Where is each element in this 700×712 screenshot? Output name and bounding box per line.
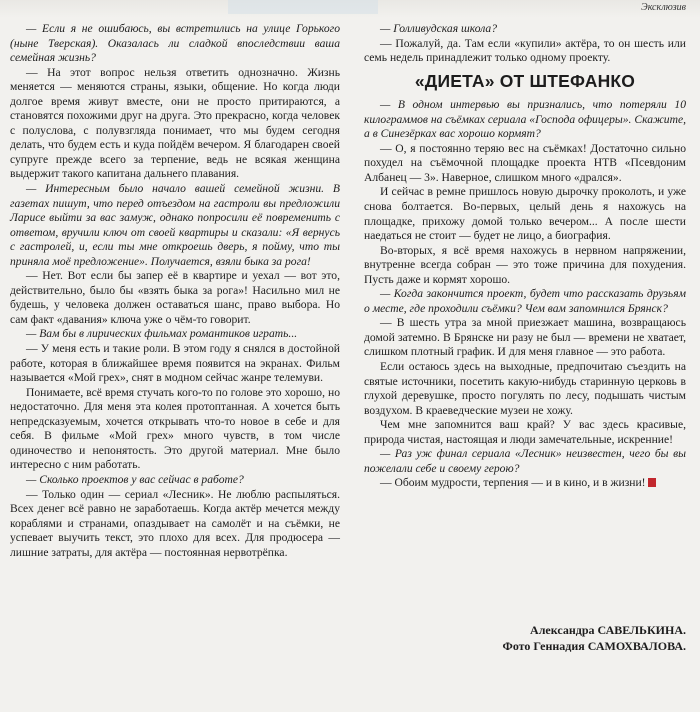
answer-paragraph: — На этот вопрос нельзя ответить однозначно. Жизнь меняется — меняются страны, языки, общение. Но когда люди долгое время живут вместе, они не просто притираются, а становятся похожими друг на друга. Это прекрасно, когда человек с полуслова, с полувзгляда понимает, что мы будем сегодня делать, что будем есть и куда пойдём вечером. Я благодарен своей супруге прежде всего за терпение, ведь не всякая женщина выдержит такого капитана дальнего плавания.: [10, 65, 340, 181]
body-paragraph: Во-вторых, я всё время нахожусь в нервном напряжении, внутренне всегда собран — это тоже причина для похудения. Пусть даже и кормят хорошо.: [364, 243, 686, 286]
question-paragraph: — Голливудская школа?: [380, 22, 498, 35]
answer-paragraph: — О, я постоянно теряю вес на съёмках! Достаточно сильно похудел на съёмочной площадке проекта НТВ «Псевдоним Албанец — 3». Наверное, слишком много «дрался».: [364, 141, 686, 184]
body-paragraph: Понимаете, всё время стучать кого-то по голове это хорошо, но недостаточно. Для меня эта колея протоптанная. А хочется быть непредсказуемым, хочется открывать что-то новое в себе и для себя. В фильме «Мой грех» много чувств, в том числе одиночество и непонятость. Это другой материал. Мне было интересно с ним работать.: [10, 385, 340, 472]
header-decoration: [228, 0, 378, 14]
end-of-article-mark-icon: [648, 478, 656, 487]
question-paragraph: — Раз уж финал сериала «Лесник» неизвестен, чего бы вы пожелали себе и своему герою?: [364, 447, 686, 475]
body-paragraph: И сейчас в ремне пришлось новую дырочку проколоть, и уже снова болтается. Во-первых, целый день я нахожусь на площадке, прихожу домой только вечером... А после шести наедаться не стоит — будет не лицо, а биография.: [364, 185, 686, 243]
answer-paragraph: — У меня есть и такие роли. В этом году я снялся в достойной работе, которая в ближайшее время появится на экранах. Фильм называется «Мой грех», снят в модном сейчас жанре телемуви.: [10, 342, 340, 385]
answer-paragraph: — Пожалуй, да. Там если «купили» актёра, то он шесть или семь недель принадлежит только одному проекту.: [364, 36, 686, 65]
answer-paragraph: — В шесть утра за мной приезжает машина, возвращаюсь домой затемно. В Брянске ни разу не был — времени не хватает, слишком плотный график. И для меня главное — это работа.: [364, 316, 686, 359]
question-paragraph: — Вам бы в лирических фильмах романтиков играть...: [26, 327, 298, 341]
question-paragraph: — В одном интервью вы признались, что потеряли 10 килограммов на съёмках сериала «Господа офицеры». Скажите, а в Синезёрках вас хорошо кормят?: [364, 98, 686, 141]
question-paragraph: — Сколько проектов у вас сейчас в работе?: [26, 472, 244, 486]
question-paragraph: — Когда закончится проект, будет что рассказать друзьям о месте, где проходили съёмки? Чем вам запомнился Брянск?: [364, 287, 686, 315]
final-answer-paragraph: [364, 476, 686, 491]
photo-credit: Фото Геннадия САМОХВАЛОВА.: [502, 639, 686, 653]
right-column: [364, 22, 686, 491]
author-credit: Александра САВЕЛЬКИНА.: [530, 623, 686, 637]
answer-paragraph: — Только один — сериал «Лесник». Не люблю распыляться. Всех денег всё равно не заработаешь. Когда актёр мечется между кораблями и странами, опаздывает на самолёт и на съёмки, не успевает выучить текст, это плохо для всех. Для продюсера — лишние затраты, для актёра — постоянная нервотрёпка.: [10, 487, 340, 559]
question-paragraph: — Интересным было начало вашей семейной жизни. В газетах пишут, что перед отъездом на гастроли вы предложили Ларисе выйти за вас замуж, однако попросили её повременить с ответом, вручили ключ от своей квартиры и сказали: «Я вернусь с гастролей, и, если ты мне откроешь дверь, я пойму, что ты приняла моё предложение». Получается, взяли быка за рога!: [10, 182, 340, 268]
question-paragraph: — Если я не ошибаюсь, вы встретились на улице Горького (ныне Тверская). Оказалась ли сладкой впоследствии ваша семейная жизнь?: [10, 22, 340, 65]
answer-paragraph: — Нет. Вот если бы запер её в квартире и уехал — вот это, действительно, было бы «взять быка за рога»! Насильно мил не будешь, у человека должен оставаться шанс, право выбора. Но сам факт «давания» ключа уже о чём-то говорит.: [10, 269, 340, 326]
final-answer-text: — Обоим мудрости, терпения — и в кино, и в жизни!: [380, 476, 646, 490]
section-heading: «ДИЕТА» ОТ ШТЕФАНКО: [414, 70, 636, 91]
article-credits: [503, 622, 686, 654]
body-paragraph: Чем мне запомнится ваш край? У вас здесь красивые, природа чистая, настоящая и люди замечательные, искренние!: [364, 418, 686, 446]
section-label: Эксклюзив: [641, 2, 686, 13]
left-column: [10, 22, 340, 560]
body-paragraph: Если остаюсь здесь на выходные, предпочитаю съездить на святые источники, посетить какую-нибудь старинную церковь в глухой деревушке, просто погулять по лесу, подышать чистым воздухом. В краеведческие музеи не хожу.: [364, 360, 686, 417]
